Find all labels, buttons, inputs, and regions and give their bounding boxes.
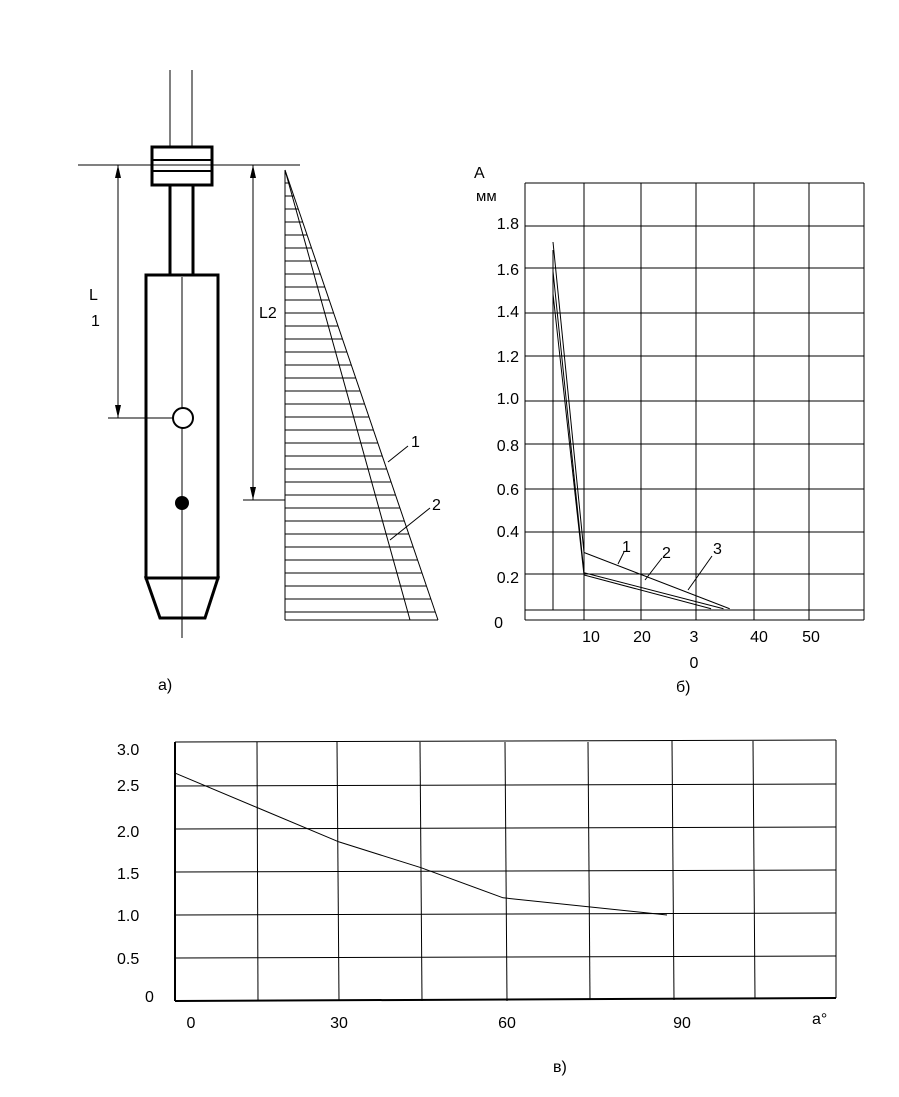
label-l1-bottom: 1 [91,313,100,330]
distribution-curve-2 [285,170,410,620]
dimension-l2-arrow-top [250,165,256,178]
chart-v-xtick-label: 0 [186,1015,196,1032]
chart-b-xtick-labels [582,629,820,672]
chart-b-xtick-label: 10 [582,629,600,646]
dimension-l1-arrow-bottom [115,405,121,418]
chart-b-xtick-label: 40 [750,629,768,646]
chart-v [117,740,836,1076]
curve-label-1: 1 [411,434,420,451]
chart-b-ylabel-letter: A [474,165,485,182]
callout-leader-2 [390,508,430,540]
callout-leader-1 [388,446,408,462]
chart-v-ytick-label: 0 [145,989,154,1006]
chart-v-xtick-label: 60 [498,1015,516,1032]
dimension-l1-arrow-top [115,165,121,178]
sensor-filled-circle [175,496,189,510]
chart-b-ytick-label: 1.4 [496,304,519,321]
chart-b-series-label: 3 [713,541,722,558]
chart-b-ytick-label: 0.2 [496,570,519,587]
chart-v-grid [175,740,836,1001]
chart-b-ytick-label: 0.8 [496,438,519,455]
dimension-l2-arrow-bottom [250,487,256,500]
chart-v-ytick-label: 1.5 [117,866,140,883]
chart-b-ytick-label: 1.0 [496,391,519,408]
chart-b-leader-2 [645,558,662,580]
chart-b-ytick-label: 0.4 [496,524,519,541]
chart-b-series-label: 2 [662,545,671,562]
sensor-open-circle [173,408,193,428]
distribution-hatching [285,183,435,612]
chart-v-vgrid [257,742,258,1001]
chart-v-xtick-label: 90 [673,1015,691,1032]
chart-v-ytick-label: 1.0 [117,908,140,925]
caption-v: в) [553,1059,567,1076]
caption-a: a) [158,677,173,694]
chart-v-xaxis [175,998,836,1001]
chart-b-leader-3 [688,556,712,590]
chart-v-ytick-labels [117,742,154,1006]
chart-b-grid [525,183,864,620]
chart-b-ylabel-unit: мм [476,188,497,205]
chart-b-ytick-label: 0 [494,615,503,632]
curve-label-2: 2 [432,497,441,514]
chart-b-ytick-labels [494,216,519,632]
chart-b-series-2-line [553,271,724,609]
chart-v-xlabel: a° [812,1011,828,1028]
chart-b-ytick-label: 1.8 [496,216,519,233]
chart-v-ytick-label: 3.0 [117,742,140,759]
chart-b-xtick-label: 3 [689,629,699,646]
chart-b [474,165,864,696]
chart-b-series-3-line [553,294,711,609]
chart-v-xtick-labels [187,1015,691,1032]
caption-b: б) [676,679,691,696]
chart-b-xtick-label-continuation: 0 [689,655,699,672]
probe-drawing [78,70,441,694]
chart-b-ytick-label: 0.6 [496,482,519,499]
chart-v-xtick-label: 30 [330,1015,348,1032]
chart-b-xtick-label: 20 [633,629,651,646]
chart-v-hgrid [175,913,836,915]
label-l2: L2 [259,305,277,322]
chart-b-ytick-label: 1.6 [496,262,519,279]
probe-nut [152,147,212,185]
chart-v-hgrid [175,956,836,958]
chart-b-xtick-label: 50 [802,629,820,646]
distribution-curve-1 [285,170,438,620]
chart-v-hgrid [175,740,836,742]
label-l1-top: L [89,287,98,304]
chart-v-ytick-label: 2.5 [117,778,140,795]
chart-v-ytick-label: 0.5 [117,951,140,968]
chart-v-ytick-label: 2.0 [117,824,140,841]
chart-b-ytick-label: 1.2 [496,349,519,366]
chart-b-series-label: 1 [622,539,631,556]
